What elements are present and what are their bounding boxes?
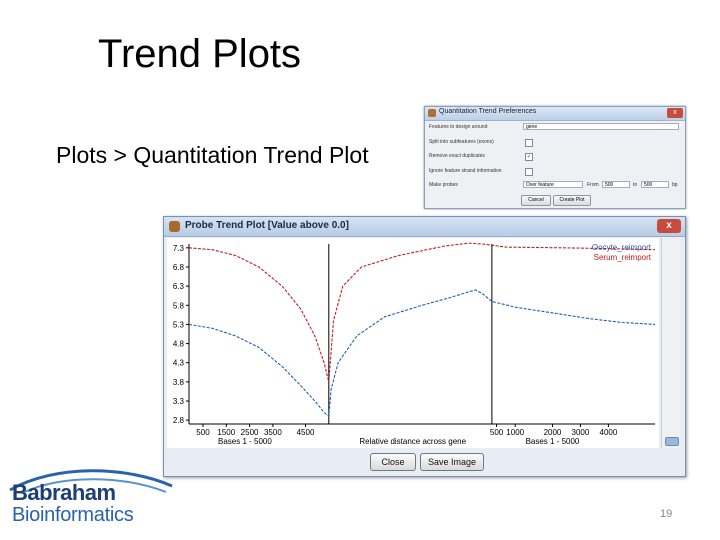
quantitation-trend-preferences-dialog xyxy=(424,106,686,209)
bp-label: bp xyxy=(672,182,678,188)
dialog-titlebar[interactable] xyxy=(425,107,685,121)
probe-trend-plot-window xyxy=(163,216,686,477)
y-tick-label: 5.3 xyxy=(172,320,184,330)
y-tick-label: 7.3 xyxy=(172,243,184,253)
x-tick-label: 3000 xyxy=(571,428,590,437)
series-line-Oocyte_reimport xyxy=(189,290,655,416)
close-icon[interactable]: x xyxy=(657,219,681,233)
ignore-strand-checkbox[interactable] xyxy=(525,168,533,176)
make-probes-label: Make probes xyxy=(429,182,458,188)
vertical-scrollbar[interactable] xyxy=(661,238,680,448)
region-label: Bases 1 - 5000 xyxy=(218,437,272,446)
x-tick-label: 1500 xyxy=(217,428,236,437)
logo-babraham: Babraham xyxy=(12,480,116,505)
legend-entry: Oocyte_reimport xyxy=(591,243,651,252)
y-tick-label: 6.8 xyxy=(172,262,184,272)
app-icon xyxy=(428,109,436,117)
save-image-button[interactable]: Save Image xyxy=(420,453,484,471)
y-tick-label: 4.3 xyxy=(172,358,184,368)
x-tick-label: 2500 xyxy=(240,428,259,437)
ignore-strand-label: Ignore feature strand information xyxy=(429,168,502,174)
x-tick-label: 4500 xyxy=(296,428,315,437)
window-titlebar[interactable] xyxy=(164,217,685,237)
remove-duplicates-label: Remove exact duplicates xyxy=(429,153,485,159)
legend-entry: Serum_reimport xyxy=(593,253,651,262)
page-number: 19 xyxy=(660,508,673,520)
series-line-Serum_reimport xyxy=(189,243,655,382)
x-tick-label: 1000 xyxy=(506,428,525,437)
y-tick-label: 3.8 xyxy=(172,377,184,387)
split-subfeatures-label: Split into subfeatures (exons) xyxy=(429,139,494,145)
x-tick-label: 2000 xyxy=(543,428,562,437)
features-label: Features to design around xyxy=(429,124,488,130)
slide-title: Trend Plots xyxy=(98,32,302,76)
y-tick-label: 2.8 xyxy=(172,416,184,426)
split-subfeatures-checkbox[interactable] xyxy=(525,139,533,147)
y-tick-label: 5.8 xyxy=(172,301,184,311)
close-button[interactable]: Close xyxy=(370,453,416,471)
trend-plot-area xyxy=(167,238,659,448)
x-tick-label: 500 xyxy=(196,428,210,437)
make-probes-select[interactable]: Over feature xyxy=(523,181,583,188)
from-input[interactable]: 500 xyxy=(602,181,630,188)
x-tick-label: 3500 xyxy=(263,428,282,437)
y-tick-label: 4.8 xyxy=(172,339,184,349)
x-tick-label: 500 xyxy=(489,428,504,437)
y-tick-label: 6.3 xyxy=(172,282,184,292)
dialog-title: Quantitation Trend Preferences xyxy=(439,108,537,115)
to-input[interactable]: 500 xyxy=(641,181,669,188)
logo-bioinformatics: Bioinformatics xyxy=(12,504,134,526)
scroll-thumb[interactable] xyxy=(665,437,679,446)
cancel-button[interactable]: Cancel xyxy=(521,195,551,206)
region-label: Relative distance across gene xyxy=(359,437,467,446)
x-tick-label: 4000 xyxy=(599,428,618,437)
features-select[interactable]: gene xyxy=(523,123,679,130)
app-icon xyxy=(169,221,180,232)
trend-chart xyxy=(167,238,659,448)
y-tick-label: 3.3 xyxy=(172,397,184,407)
create-plot-button[interactable]: Create Plot xyxy=(553,195,591,206)
remove-duplicates-checkbox[interactable]: ✓ xyxy=(526,154,532,160)
from-label: From xyxy=(587,182,599,188)
region-label: Bases 1 - 5000 xyxy=(525,437,580,446)
to-label: to xyxy=(633,182,638,188)
close-icon[interactable]: x xyxy=(667,108,683,118)
slide-subtitle: Plots > Quantitation Trend Plot xyxy=(56,142,369,168)
window-title: Probe Trend Plot [Value above 0.0] xyxy=(185,220,349,231)
